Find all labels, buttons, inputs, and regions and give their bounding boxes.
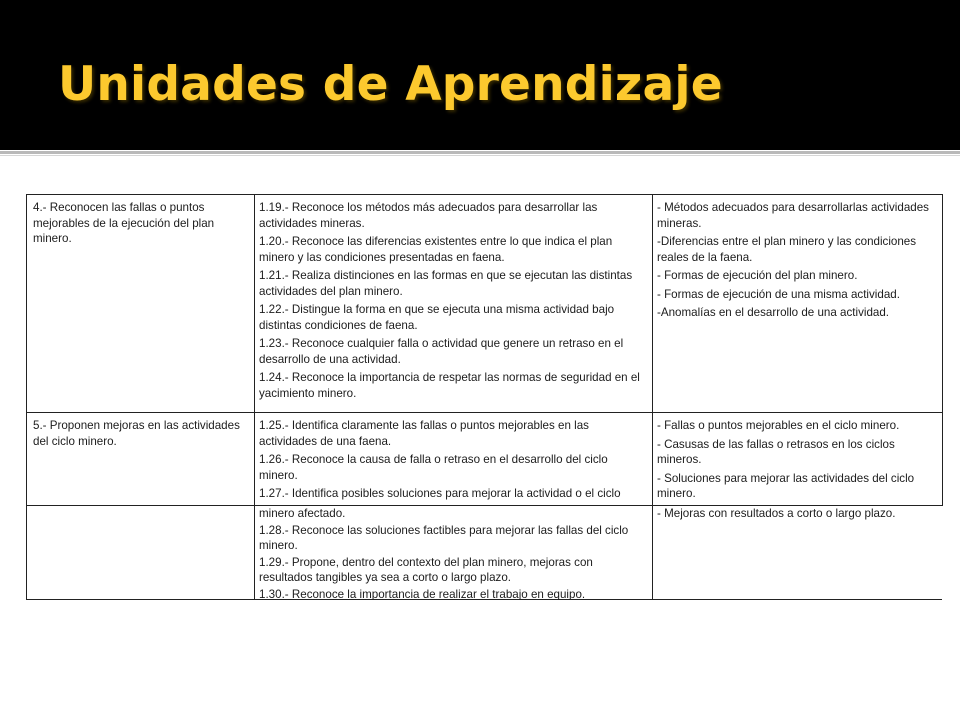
title-divider [0,151,960,154]
criterion-item: 1.29.- Propone, dentro del contexto del plan minero, mejoras con resultados tangibles ya sea a corto o largo plazo. [259,555,593,584]
title-bar [0,0,960,150]
criterion-item: 1.20.- Reconoce las diferencias existentes entre lo que indica el plan minero y las condiciones presentadas en faena. [259,235,613,264]
content-item: - Casusas de las fallas o retrasos en los ciclos mineros. [657,437,895,466]
slide-title: Unidades de Aprendizaje [58,57,723,112]
contents-cell [652,194,943,413]
criterion-item: 1.24.- Reconoce la importancia de respetar las normas de seguridad en el yacimiento minero. [259,371,640,400]
criterion-item: 1.28.- Reconoce las soluciones factibles para mejorar las fallas del ciclo minero. [259,523,629,552]
content-item: - Soluciones para mejorar las actividades del ciclo minero. [657,471,915,500]
criterion-item: 1.21.- Realiza distinciones en las formas en que se ejecutan las distintas actividades del plan minero. [259,269,633,298]
learning-outcome-cell [26,194,255,413]
learning-outcome-text: 5.- Proponen mejoras en las actividades del ciclo minero. [33,419,240,448]
learning-outcome-text: 4.- Reconocen las fallas o puntos mejorables de la ejecución del plan minero. [33,201,215,245]
criterion-item: minero afectado. [259,507,346,520]
content-item: - Formas de ejecución de una misma actividad. [657,287,900,301]
contents-cell [652,505,943,600]
evaluation-criteria-cell [254,505,653,600]
content-item: - Mejoras con resultados a corto o largo plazo. [657,507,896,520]
learning-outcome-cell [26,412,255,506]
criterion-item: 1.23.- Reconoce cualquier falla o actividad que genere un retraso en el desarrollo de una actividad. [259,337,624,366]
criterion-item: 1.19.- Reconoce los métodos más adecuados para desarrollar las actividades mineras. [259,201,598,230]
evaluation-criteria-cell [254,412,653,506]
content-item: -Diferencias entre el plan minero y las condiciones reales de la faena. [657,235,917,264]
criterion-item: 1.22.- Distingue la forma en que se ejecuta una misma actividad bajo distintas condiciones de faena. [259,303,615,332]
content-item: -Anomalías en el desarrollo de una actividad. [657,306,890,319]
learning-outcome-cell [26,505,255,600]
evaluation-criteria-cell [254,194,653,413]
criterion-item: 1.26.- Reconoce la causa de falla o retraso en el desarrollo del ciclo minero. [259,453,608,482]
contents-cell [652,412,943,506]
title-divider-thin [0,155,960,156]
criterion-item: 1.25.- Identifica claramente las fallas o puntos mejorables en las actividades de una faena. [259,419,589,448]
criterion-item: 1.27.- Identifica posibles soluciones para mejorar la actividad o el ciclo [259,487,621,500]
table-bottom-border [26,599,942,600]
criterion-item: 1.30.- Reconoce la importancia de realizar el trabajo en equipo. [259,587,586,600]
content-item: - Fallas o puntos mejorables en el ciclo minero. [657,419,900,432]
content-item: - Formas de ejecución del plan minero. [657,269,858,282]
content-item: - Métodos adecuados para desarrollarlas actividades mineras. [657,201,929,230]
